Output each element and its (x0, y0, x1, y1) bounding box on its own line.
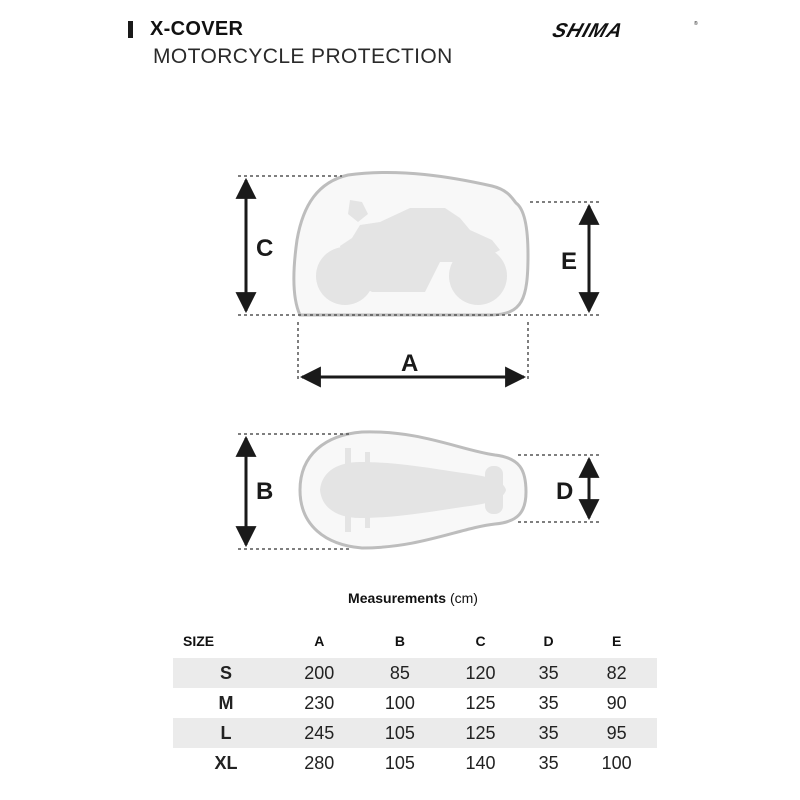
value-cell: 125 (440, 718, 521, 748)
product-title: X-COVER (150, 18, 244, 40)
size-cell: M (218, 692, 234, 713)
label-d: D (556, 478, 574, 505)
table-row (173, 718, 657, 748)
column-header-d: D (543, 633, 554, 649)
label-e: E (561, 248, 578, 275)
value-cell: 245 (279, 718, 360, 748)
top-view (238, 432, 600, 549)
side-view (238, 173, 600, 383)
value-cell: 120 (440, 658, 521, 688)
value-cell: 105 (384, 752, 415, 773)
value-cell: 140 (465, 752, 496, 773)
column-header-b: B (394, 633, 405, 649)
product-subtitle: MOTORCYCLE PROTECTION (153, 45, 453, 68)
brand-logo: SHIMA (549, 20, 627, 42)
column-header-size: SIZE (183, 633, 215, 649)
value-cell: 230 (304, 692, 335, 713)
label-a: A (401, 350, 419, 377)
value-cell: 100 (384, 692, 415, 713)
value-cell: 82 (576, 658, 657, 688)
table-row (173, 688, 657, 718)
value-cell: 35 (521, 718, 576, 748)
measurements-title-text: Measurements (348, 590, 447, 606)
value-cell: 280 (304, 752, 335, 773)
value-cell: 125 (465, 692, 496, 713)
value-cell: 35 (538, 692, 559, 713)
table-row (173, 748, 657, 778)
value-cell: 100 (601, 752, 632, 773)
value-cell: 85 (360, 658, 441, 688)
measurements-title (0, 590, 800, 606)
size-table (173, 624, 657, 778)
column-header-e: E (611, 633, 622, 649)
column-header-a: A (314, 633, 325, 649)
value-cell: 200 (279, 658, 360, 688)
brand-registered-mark: ® (694, 21, 698, 27)
value-cell: 35 (521, 658, 576, 688)
label-b: B (256, 478, 274, 505)
table-row (173, 658, 657, 688)
value-cell: 105 (360, 718, 441, 748)
size-cell: XL (214, 752, 238, 773)
size-cell: S (173, 658, 279, 688)
column-header-c: C (475, 633, 486, 649)
value-cell: 35 (538, 752, 559, 773)
value-cell: 95 (576, 718, 657, 748)
value-cell: 90 (606, 692, 627, 713)
size-cell: L (173, 718, 279, 748)
table-header-row (173, 624, 657, 658)
label-c: C (256, 235, 274, 262)
measurements-unit: (cm) (449, 590, 478, 606)
